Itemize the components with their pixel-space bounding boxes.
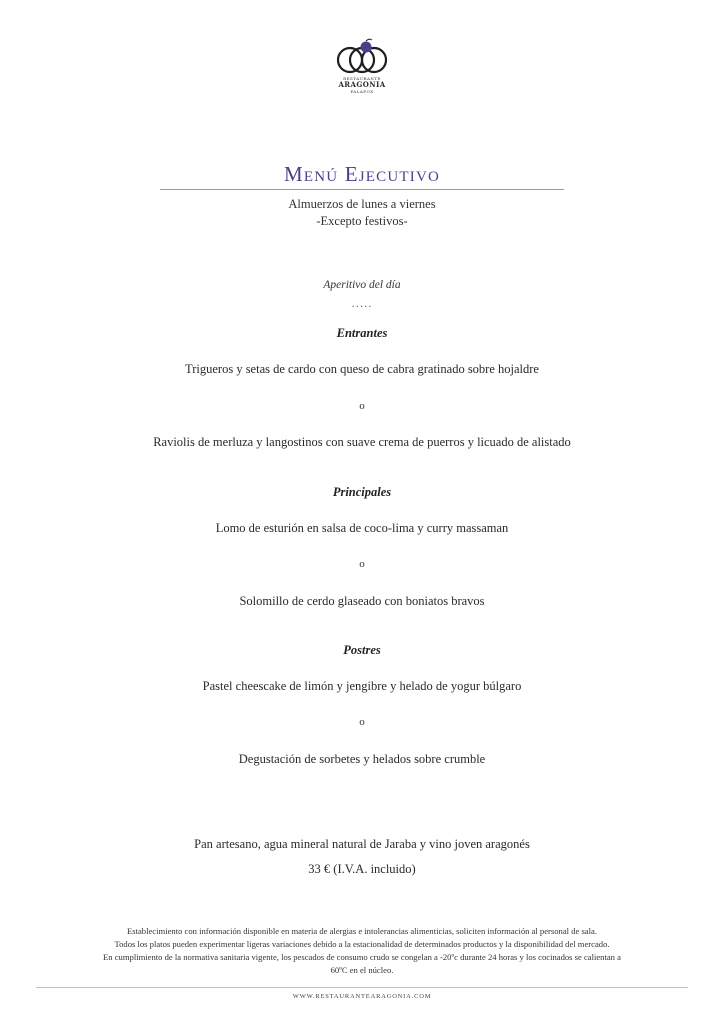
dish-principal-2: Solomillo de cerdo glaseado con boniatos bravos [239,594,485,608]
health-note: En cumplimiento de la normativa sanitaria vigente, los pescados de consumo crudo se congelan a -20ºc durante 24 horas y los cocinados se calientan a [103,952,621,962]
heading-entrantes: Entrantes [336,326,388,340]
or-separator: o [359,558,365,570]
heading-postres: Postres [343,643,381,657]
allergen-note: Establecimiento con información disponible en materia de alergias e intolerancias alimenticias, soliciten información al personal de sala. [127,926,597,936]
or-separator: o [359,400,365,412]
website-link[interactable]: WWW.RESTAURANTEARAGONIA.COM [292,993,432,1000]
aperitivo-label: Aperitivo del día [323,279,401,291]
title-divider [160,189,564,190]
logo-line-palafox: PALAFOX [350,89,374,94]
restaurant-logo [322,38,402,110]
includes-line: Pan artesano, agua mineral natural de Jaraba y vino joven aragonés [194,837,530,851]
rings-with-fruit-logo-icon [332,38,392,76]
menu-title: Menú Ejecutivo [283,162,441,186]
subtitle-exception: -Excepto festivos- [316,214,408,228]
dish-postre-2: Degustación de sorbetes y helados sobre crumble [238,752,486,766]
logo-line-restaurante: RESTAURANTE [343,76,381,81]
subtitle-days: Almuerzos de lunes a viernes [288,197,436,211]
heading-principales: Principales [332,485,392,499]
footer-divider [36,987,688,988]
section-separator: ..... [351,299,373,310]
dish-principal-1: Lomo de esturión en salsa de coco-lima y curry massaman [215,521,509,535]
logo-line-aragonia: ARAGONIA [338,80,386,89]
health-note-continued: 60ºC en el núcleo. [330,965,394,975]
dish-postre-1: Pastel cheescake de limón y jengibre y helado de yogur búlgaro [202,679,522,693]
or-separator: o [359,716,365,728]
dish-entrante-1: Trigueros y setas de cardo con queso de cabra gratinado sobre hojaldre [185,362,539,376]
dish-entrante-2: Raviolis de merluza y langostinos con suave crema de puerros y licuado de alistado [153,435,571,449]
price: 33 € (I.V.A. incluido) [308,862,416,876]
seasonality-note: Todos los platos pueden experimentar ligeras variaciones debido a la estacionalidad de determinados productos y la disponibilidad del mercado. [114,939,610,949]
